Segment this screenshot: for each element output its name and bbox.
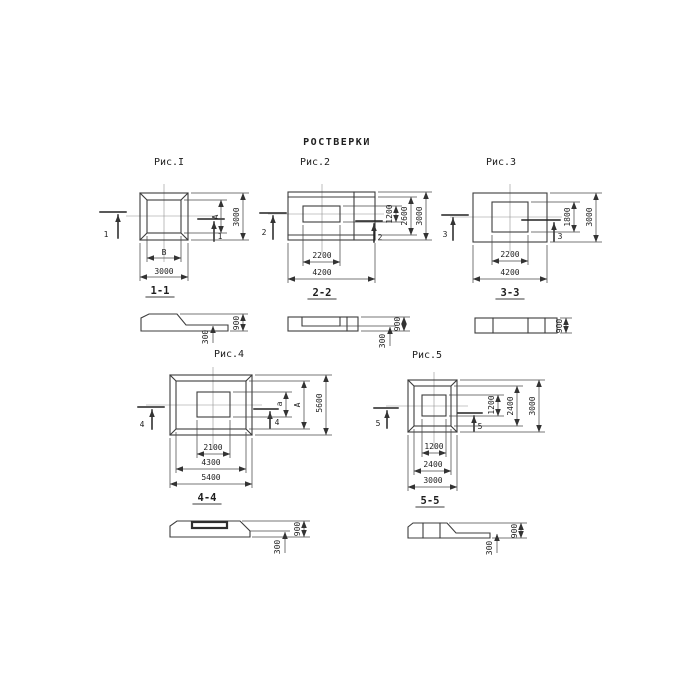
fig3-dim-inner-width: 2200 [500, 250, 520, 259]
fig5-section-view [408, 495, 527, 555]
fig2-section-dim-toe: 300 [378, 333, 387, 349]
fig2-dim-outer-width: 4200 [312, 268, 332, 277]
fig4-section-dim-total: 900 [293, 521, 302, 537]
fig1-section-view [141, 285, 248, 344]
fig2-plan-view [288, 192, 375, 240]
fig3-label: Рис.3 [485, 157, 517, 168]
fig4-cut-number-right: 4 [274, 418, 280, 427]
fig4-dim-mid-height: А [293, 402, 302, 408]
fig5-dim-mid-width: 2400 [423, 460, 443, 469]
fig3-dim-outer-height: 3000 [585, 207, 594, 227]
fig5-dim-outer-width: 3000 [423, 476, 443, 485]
fig5-cut-number-right: 5 [477, 422, 483, 431]
fig4-section-view [170, 492, 310, 554]
fig4-section-label: 4-4 [197, 492, 217, 504]
fig1-section-dim-toe: 300 [201, 329, 210, 345]
fig4-dim-inner-width: 2100 [203, 443, 223, 452]
fig5-dim-inner-height: 1200 [487, 395, 496, 415]
fig3-section-label: 3-3 [500, 287, 520, 299]
fig1-dim-outer-width: 3000 [154, 267, 174, 276]
fig2-section-label: 2-2 [312, 287, 332, 299]
fig2-dim-outer-height: 3000 [415, 206, 424, 226]
fig4-dim-outer-width: 5400 [201, 473, 221, 482]
fig2-cut-number-right: 2 [377, 233, 383, 242]
fig4-dim-mid-width: 4300 [201, 458, 221, 467]
fig4-centerlines [146, 367, 262, 449]
fig2-centerlines [268, 184, 384, 253]
fig2-section-dim-total: 900 [393, 316, 402, 332]
figure-3-group [442, 157, 602, 333]
fig1-cut-number-right: 1 [217, 232, 223, 241]
fig5-dimensions [408, 380, 545, 491]
fig5-section-dim-total: 900 [510, 523, 519, 539]
fig1-dimensions [140, 193, 249, 281]
figure-2-group [260, 157, 432, 348]
fig5-dim-outer-height: 3000 [528, 396, 537, 416]
fig3-cut-marks [442, 215, 563, 241]
fig5-label: Рис.5 [411, 350, 443, 361]
fig1-section-label: 1-1 [150, 285, 170, 297]
fig4-section-dim-toe: 300 [273, 539, 282, 555]
fig1-cut-number-left: 1 [103, 230, 109, 239]
fig1-dim-inner-width: В [161, 248, 167, 257]
fig5-dim-inner-width: 1200 [424, 442, 444, 451]
fig4-cut-marks [138, 407, 280, 429]
fig5-centerlines [386, 372, 468, 449]
figure-1-group [100, 157, 249, 344]
fig1-label: Рис.I [153, 157, 185, 168]
fig1-cut-marks [100, 212, 224, 241]
fig2-dim-mid-height: 2600 [400, 206, 409, 226]
fig1-section-dim-total: 900 [232, 315, 241, 331]
fig4-dimensions [170, 375, 332, 488]
fig2-dim-inner-width: 2200 [312, 251, 332, 260]
fig5-section-label: 5-5 [420, 495, 440, 507]
fig5-cut-number-left: 5 [375, 419, 381, 428]
fig5-cut-marks [374, 408, 483, 431]
fig3-section-dim-total: 900 [555, 318, 564, 334]
fig2-cut-number-left: 2 [261, 228, 267, 237]
fig1-dim-outer-height: 3000 [232, 207, 241, 227]
fig3-cut-number-right: 3 [557, 232, 563, 241]
fig2-dim-inner-height: 1200 [385, 204, 394, 224]
fig4-label: Рис.4 [213, 349, 245, 360]
fig2-section-view [288, 287, 410, 348]
page-title: РОСТВЕРКИ [303, 137, 371, 148]
fig2-label: Рис.2 [299, 157, 331, 168]
fig2-cut-marks [260, 213, 383, 242]
fig4-dim-inner-height: а [275, 401, 284, 407]
fig3-section-view [475, 287, 572, 333]
fig5-dim-mid-height: 2400 [506, 396, 515, 416]
fig4-dim-outer-height: 5600 [315, 393, 324, 413]
fig3-cut-number-left: 3 [442, 230, 448, 239]
figure-5-group [374, 350, 545, 555]
fig3-dim-outer-width: 4200 [500, 268, 520, 277]
fig1-dim-inner-height: А [211, 214, 220, 220]
figure-4-group [138, 349, 332, 554]
fig3-dim-inner-height: 1800 [563, 207, 572, 227]
fig4-cut-number-left: 4 [139, 420, 145, 429]
fig5-section-dim-toe: 300 [485, 540, 494, 556]
